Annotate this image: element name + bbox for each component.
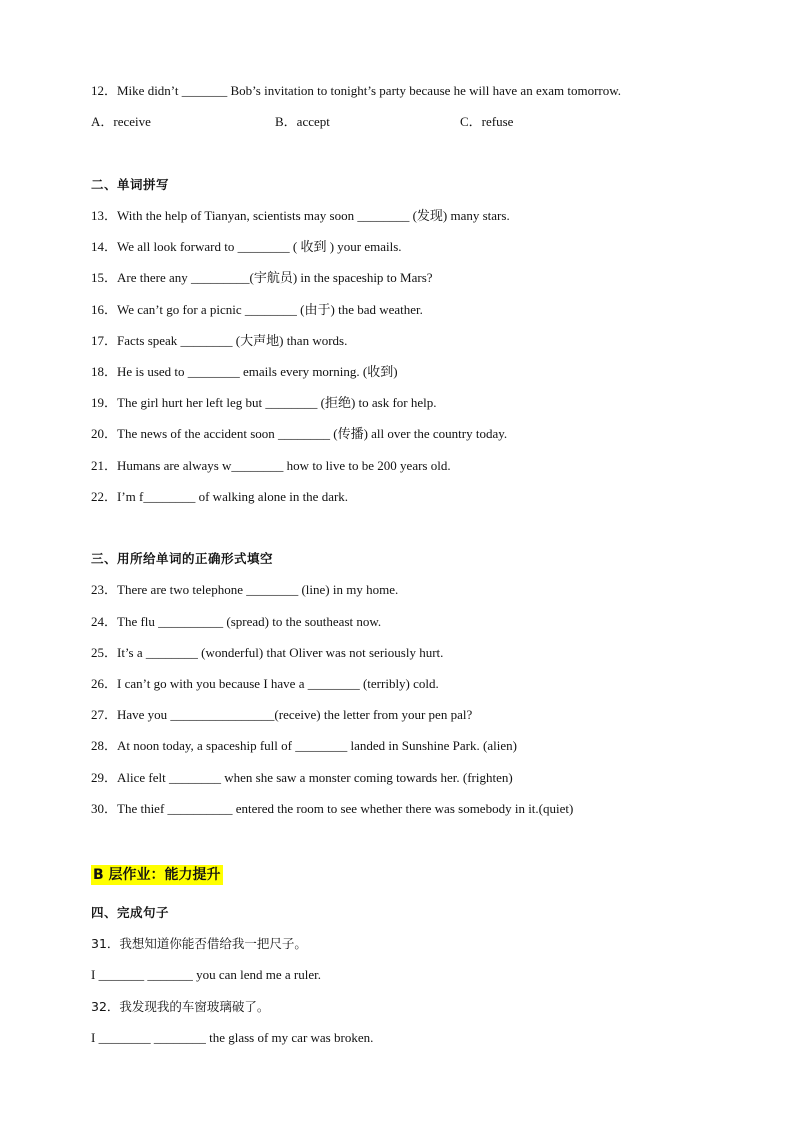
question-18: 18．He is used to ________ emails every morning. (收到) [91, 364, 398, 379]
question-32-blank: I ________ ________ the glass of my car was broken. [91, 1030, 374, 1045]
question-16: 16．We can’t go for a picnic ________ (由于) the bad weather. [91, 302, 423, 317]
question-20: 20．The news of the accident soon ________ (传播) all over the country today. [91, 426, 508, 441]
question-21: 21．Humans are always w________ how to live to be 200 years old. [91, 458, 451, 473]
question-14: 14．We all look forward to ________ ( 收到 ) your emails. [91, 239, 402, 254]
question-19: 19．The girl hurt her left leg but ________ (拒绝) to ask for help. [91, 395, 437, 410]
option-a: A．receive [91, 114, 151, 129]
question-26: 26．I can’t go with you because I have a ________ (terribly) cold. [91, 676, 439, 691]
question-31-prompt: 31．我想知道你能否借给我一把尺子。 [91, 936, 307, 951]
section-3-title: 三、用所给单词的正确形式填空 [91, 551, 274, 566]
question-29: 29．Alice felt ________ when she saw a monster coming towards her. (frighten) [91, 770, 513, 785]
question-25: 25．It’s a ________ (wonderful) that Oliver was not seriously hurt. [91, 645, 444, 660]
question-12: 12．Mike didn’t _______ Bob’s invitation to tonight’s party because he will have an exam tomorrow. [91, 83, 622, 98]
option-c: C．refuse [460, 114, 514, 129]
question-28: 28．At noon today, a spaceship full of ________ landed in Sunshine Park. (alien) [91, 738, 517, 753]
question-27: 27．Have you ________________(receive) the letter from your pen pal? [91, 707, 473, 722]
question-17: 17．Facts speak ________ (大声地) than words. [91, 333, 348, 348]
question-22: 22．I’m f________ of walking alone in the dark. [91, 489, 349, 504]
option-b: B．accept [275, 114, 330, 129]
question-13: 13．With the help of Tianyan, scientists may soon ________ (发现) many stars. [91, 208, 510, 223]
question-15: 15．Are there any _________(宇航员) in the spaceship to Mars? [91, 270, 433, 285]
question-32-prompt: 32．我发现我的车窗玻璃破了。 [91, 999, 270, 1014]
question-30: 30．The thief __________ entered the room to see whether there was somebody in it.(quiet) [91, 801, 574, 816]
section-4-title: 四、完成句子 [91, 905, 170, 920]
question-24: 24．The flu __________ (spread) to the southeast now. [91, 614, 382, 629]
layer-b-label: B 层作业：能力提升 [93, 867, 221, 883]
question-31-blank: I _______ _______ you can lend me a ruler. [91, 967, 321, 982]
section-2-title: 二、单词拼写 [91, 177, 170, 192]
question-23: 23．There are two telephone ________ (line) in my home. [91, 582, 399, 597]
